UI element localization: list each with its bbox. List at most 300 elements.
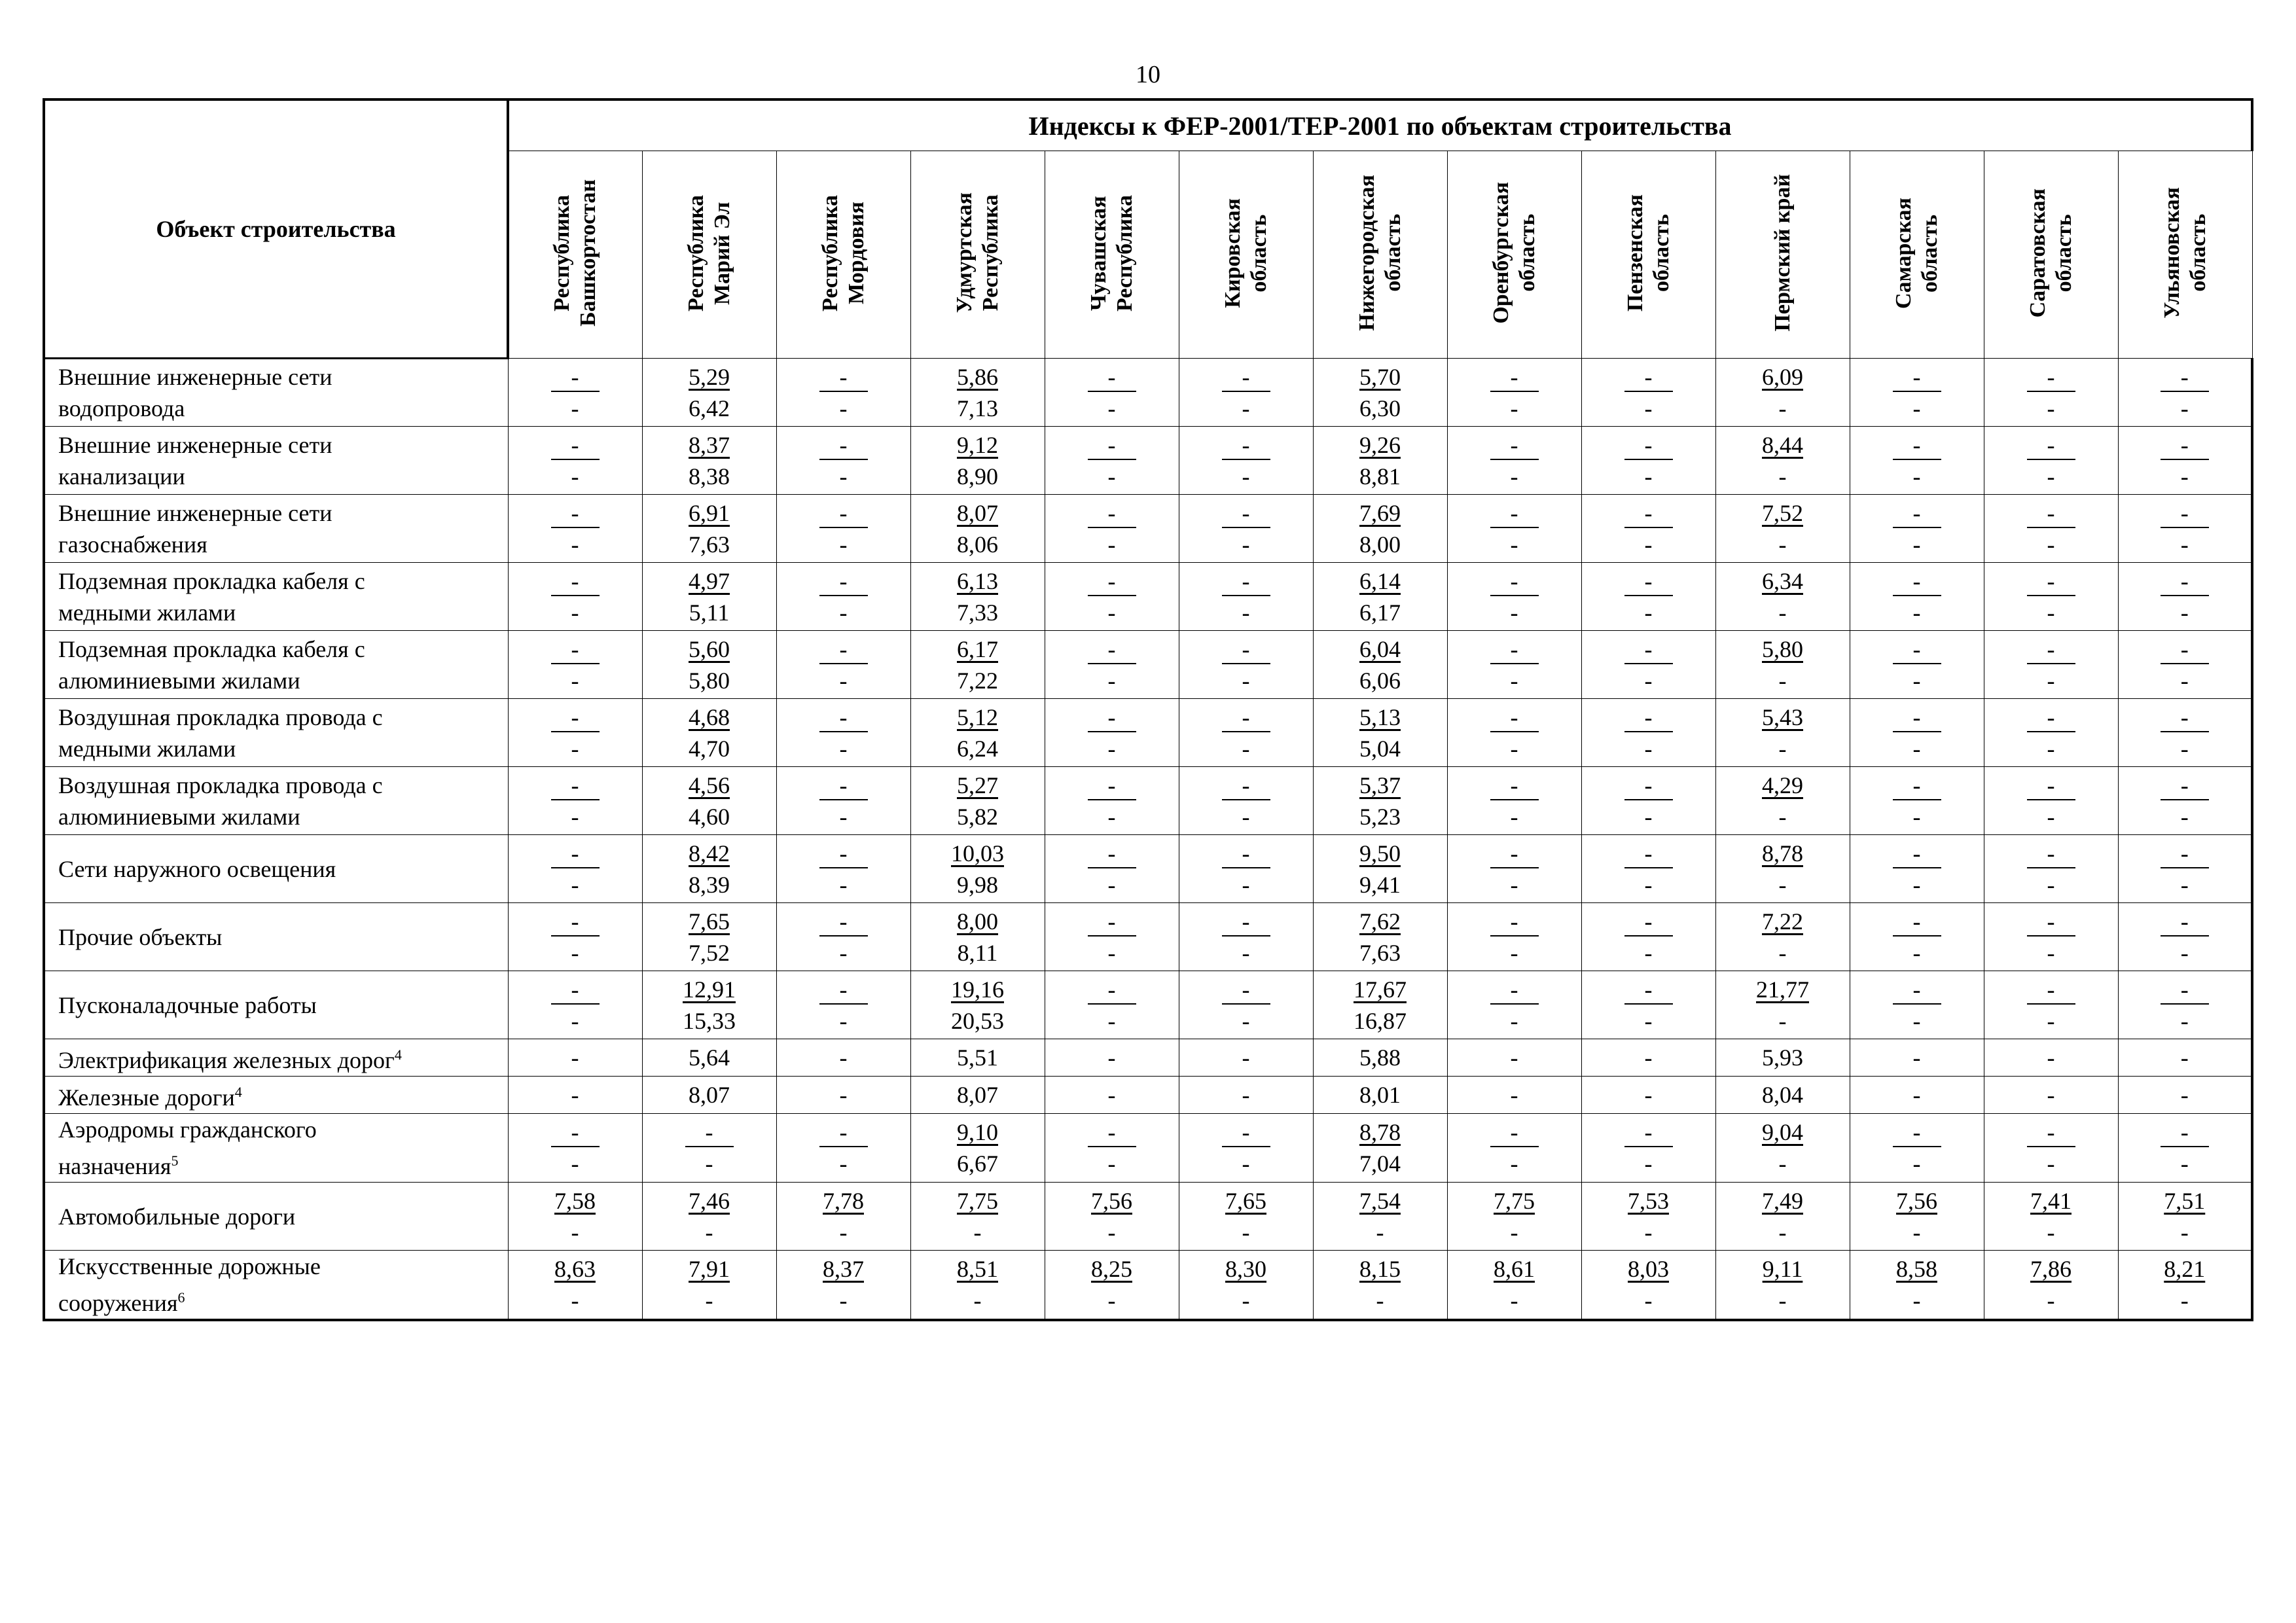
index-value-lower: - [839,667,848,694]
footnote-marker: 5 [171,1152,179,1169]
index-value-upper: - [819,1118,868,1147]
index-value-lower: - [1242,1150,1250,1177]
table-row [44,1251,2252,1321]
index-value-upper: - [1088,499,1136,528]
index-value-lower: - [571,803,579,830]
region-name-line: область [1380,214,1405,292]
index-cell [508,1251,642,1321]
index-cell [642,1039,776,1077]
index-value-lower: 8,00 [1359,531,1401,558]
index-value-upper: 7,58 [554,1187,596,1214]
table-row [44,359,2252,427]
index-value-lower: - [2047,1007,2055,1034]
index-cell [910,903,1045,971]
index-value-upper: - [2161,840,2209,868]
region-name [1623,194,1675,312]
index-cell [2118,1039,2252,1077]
region-name [2159,187,2212,319]
index-value-upper: 7,78 [823,1187,864,1214]
index-value-lower: - [839,599,848,626]
index-value-upper: 6,17 [957,635,998,662]
index-cell [1984,495,2118,563]
index-value-lower: - [571,1007,579,1034]
object-name-line: газоснабжения [58,531,207,558]
index-value-lower: 8,81 [1359,463,1401,490]
index-value-lower: - [1510,1219,1518,1245]
index-value-upper: - [1490,772,1539,800]
object-name-line: назначения [58,1153,171,1179]
index-value-upper: - [551,431,600,460]
index-value-upper: 12,91 [683,976,736,1003]
index-cell [776,835,910,903]
index-cell [1850,427,1984,495]
index-value: 8,07 [689,1082,730,1108]
index-value-lower: - [1912,1219,1921,1245]
index-cell [1179,1183,1313,1251]
index-value-upper: 8,63 [554,1256,596,1282]
index-value: - [1644,1082,1653,1108]
index-value-lower: - [1644,871,1653,898]
index-cell [910,1114,1045,1183]
object-name [44,699,508,767]
index-cell [1850,971,1984,1039]
index-value-upper: 5,70 [1359,363,1401,390]
index-value-upper: - [1088,431,1136,460]
index-value-upper: 7,91 [689,1256,730,1282]
index-value-lower: - [1778,939,1787,966]
index-cell [1179,767,1313,835]
region-name-line: область [2051,214,2076,292]
region-name [1891,198,1943,309]
index-value-lower: - [1107,463,1116,490]
index-value-lower: 5,11 [689,599,730,626]
index-value-lower: - [839,803,848,830]
index-value-lower: - [1510,667,1518,694]
index-value-lower: - [2180,1219,2189,1245]
region-name-line: Саратовская [2025,188,2050,318]
index-cell [1581,1077,1715,1114]
object-name [44,1183,508,1251]
region-name-line: Республика [683,194,708,312]
index-cell [1313,903,1447,971]
region-name-line: область [1917,214,1942,292]
object-name-line: Аэродромы гражданского [58,1116,317,1143]
index-value-lower: - [571,1287,579,1313]
index-cell [1984,1183,2118,1251]
index-value-upper: - [551,908,600,936]
index-value-upper: - [551,976,600,1005]
index-value-upper: - [551,567,600,596]
index-value-lower: - [2047,395,2055,421]
object-name-line: Сети наружного освещения [58,855,336,882]
object-name [44,1114,508,1183]
index-value-lower: - [2180,735,2189,762]
index-cell [1581,1114,1715,1183]
index-value-lower: - [571,463,579,490]
index-value-lower: - [1912,395,1921,421]
index-value-lower: - [705,1287,713,1313]
index-value-upper: - [1490,976,1539,1005]
index-value-upper: 8,78 [1359,1119,1401,1145]
index-cell [1850,359,1984,427]
table-row [44,903,2252,971]
index-value-upper: - [1624,499,1673,528]
index-cell [642,359,776,427]
index-cell [910,971,1045,1039]
index-value-upper: - [2161,772,2209,800]
index-value-lower: - [1912,463,1921,490]
index-value: - [2180,1044,2189,1071]
index-value-lower: - [1376,1287,1384,1313]
object-name-line: Прочие объекты [58,923,223,950]
index-value-upper: 7,65 [1225,1187,1266,1214]
index-cell [508,835,642,903]
index-cell [1447,971,1581,1039]
region-header [508,151,642,359]
index-value-upper: 8,44 [1762,431,1803,458]
object-name-line: канализации [58,463,185,490]
index-cell [1447,699,1581,767]
object-name [44,495,508,563]
index-cell [1179,835,1313,903]
index-cell [1715,1114,1850,1183]
index-cell [508,1039,642,1077]
index-value-upper: 5,29 [689,363,730,390]
index-cell [1179,631,1313,699]
region-header [776,151,910,359]
index-cell [1850,767,1984,835]
index-cell [910,699,1045,767]
index-value-upper: - [819,704,868,732]
region-name-line: область [1515,214,1539,292]
index-cell [1179,1039,1313,1077]
index-value-upper: 9,04 [1762,1119,1803,1145]
index-cell [776,1251,910,1321]
group-header [508,99,2252,151]
table-row [44,1077,2252,1114]
index-cell [776,1114,910,1183]
index-cell [2118,971,2252,1039]
index-cell [1045,1039,1179,1077]
index-value-lower: - [1107,871,1116,898]
index-cell [1581,631,1715,699]
index-value-lower: - [1644,463,1653,490]
index-value-upper: - [1624,908,1673,936]
index-value-upper: 7,53 [1628,1187,1669,1214]
index-value-lower: - [1510,531,1518,558]
index-value-upper: 8,25 [1091,1256,1132,1282]
index-value-lower: - [1242,1007,1250,1034]
index-value-lower: - [1778,1287,1787,1313]
index-cell [642,835,776,903]
index-value-upper: 7,54 [1359,1187,1401,1214]
index-value-lower: 5,80 [689,667,730,694]
index-cell [1850,1077,1984,1114]
index-cell [1447,427,1581,495]
index-value-upper: - [1222,704,1270,732]
index-value-lower: 6,67 [957,1150,998,1177]
object-name-line: Искусственные дорожные [58,1253,321,1279]
footnote-marker: 6 [177,1289,185,1306]
index-cell [910,495,1045,563]
index-value-lower: - [2180,667,2189,694]
table-row [44,835,2252,903]
index-value-lower: - [1242,667,1250,694]
object-name-line: алюминиевыми жилами [58,803,300,830]
index-value-lower: - [2047,531,2055,558]
index-value-upper: - [2027,635,2075,664]
index-cell [1715,631,1850,699]
index-cell [1984,631,2118,699]
index-value-upper: 10,03 [951,840,1004,866]
index-value-lower: - [1510,1007,1518,1034]
index-cell [1850,1039,1984,1077]
index-value-lower: - [1912,871,1921,898]
object-column-label: Объект строительства [156,216,396,242]
index-value: - [1107,1044,1116,1071]
index-cell [2118,1183,2252,1251]
index-cell [1313,1114,1447,1183]
index-value-upper: - [1893,908,1941,936]
index-cell [2118,835,2252,903]
index-cell [1984,1077,2118,1114]
index-cell [1850,495,1984,563]
index-value-lower: - [1242,871,1250,898]
index-value-upper: 4,29 [1762,772,1803,798]
index-value-lower: 9,41 [1359,871,1401,898]
index-value-lower: - [2047,735,2055,762]
index-value-lower: 7,63 [689,531,730,558]
index-value-upper: - [1088,772,1136,800]
index-value-upper: - [1893,635,1941,664]
object-name [44,1077,508,1114]
index-value-upper: - [2027,908,2075,936]
index-cell [1581,1251,1715,1321]
index-cell [642,1183,776,1251]
region-name-line: Пермский край [1770,174,1795,332]
index-value-upper: - [2027,840,2075,868]
index-value: - [1242,1044,1250,1071]
index-value-lower: - [1778,871,1787,898]
index-cell [642,1251,776,1321]
index-value-upper: - [551,499,600,528]
index-value-upper: - [2161,976,2209,1005]
index-value-lower: - [1107,599,1116,626]
table-row [44,971,2252,1039]
object-name [44,971,508,1039]
index-cell [1581,767,1715,835]
index-value-upper: 17,67 [1354,976,1407,1003]
index-value-lower: - [1510,395,1518,421]
index-cell [1447,1251,1581,1321]
index-cell [642,903,776,971]
index-cell [1984,835,2118,903]
index-value-upper: - [819,908,868,936]
object-name-line: Воздушная прокладка провода с [58,772,383,798]
index-value-lower: - [1778,599,1787,626]
index-value-lower: - [1912,939,1921,966]
index-value-lower: - [1912,1287,1921,1313]
region-name-line: Ульяновская [2159,187,2184,319]
index-value: - [1107,1082,1116,1108]
index-value-upper: 6,34 [1762,567,1803,594]
index-value-lower: - [2180,939,2189,966]
object-name-line: Автомобильные дороги [58,1203,296,1230]
index-cell [642,699,776,767]
index-value-upper: 6,13 [957,567,998,594]
index-value-upper: 5,80 [1762,635,1803,662]
index-value-upper: 5,60 [689,635,730,662]
index-value-upper: - [1222,772,1270,800]
object-name-line: Железные дороги [58,1084,235,1111]
index-value-upper: 8,03 [1628,1256,1669,1282]
index-value: - [2180,1082,2189,1108]
index-value: - [1510,1082,1518,1108]
index-value-lower: - [1107,1219,1116,1245]
index-value-lower: - [571,395,579,421]
index-cell [776,1077,910,1114]
index-value-lower: - [2047,939,2055,966]
index-value-lower: - [1376,1219,1384,1245]
index-value-upper: 8,15 [1359,1256,1401,1282]
index-value-lower: - [2180,531,2189,558]
table-row [44,495,2252,563]
index-value-upper: 9,26 [1359,431,1401,458]
index-value-upper: 19,16 [951,976,1004,1003]
index-cell [1581,495,1715,563]
index-cell [1045,495,1179,563]
index-cell [910,631,1045,699]
region-name-line: Пензенская [1623,194,1647,312]
index-value-upper: - [2027,976,2075,1005]
index-value-upper: - [2027,1118,2075,1147]
object-name [44,427,508,495]
index-value-lower: 6,30 [1359,395,1401,421]
index-cell [1045,1077,1179,1114]
index-value-upper: 5,37 [1359,772,1401,798]
index-value-lower: - [1912,1007,1921,1034]
index-value-lower: - [839,1150,848,1177]
table-row [44,1039,2252,1077]
index-value-lower: - [1242,939,1250,966]
index-value-upper: 21,77 [1756,976,1809,1003]
index-value-upper: 8,51 [957,1256,998,1282]
index-value-upper: - [551,772,600,800]
index-cell [2118,1077,2252,1114]
index-cell [1581,427,1715,495]
index-cell [1313,359,1447,427]
index-value-lower: - [1242,735,1250,762]
index-value-lower: - [1242,531,1250,558]
index-value-upper: - [2161,1118,2209,1147]
index-value-lower: - [839,395,848,421]
index-value-lower: 7,63 [1359,939,1401,966]
region-name-line: Чувашская [1086,195,1111,311]
object-name [44,767,508,835]
footnote-marker: 4 [234,1084,242,1100]
index-value-lower: - [1107,395,1116,421]
index-cell [1313,1039,1447,1077]
index-value-upper: 5,27 [957,772,998,798]
index-value-lower: - [1778,803,1787,830]
index-value-lower: - [1242,463,1250,490]
region-name-line: Кировская [1220,198,1245,308]
region-header [1581,151,1715,359]
region-name-line: Республика [550,194,575,312]
index-cell [2118,631,2252,699]
object-name [44,903,508,971]
index-cell [1313,495,1447,563]
index-value-upper: - [1893,1118,1941,1147]
index-value-lower: - [1242,1219,1250,1245]
table-row [44,1114,2252,1183]
index-cell [2118,359,2252,427]
object-name [44,835,508,903]
index-value: - [1242,1082,1250,1108]
index-value-upper: - [2161,499,2209,528]
index-cell [910,1251,1045,1321]
index-value-upper: - [1088,704,1136,732]
index-cell [776,1183,910,1251]
index-cell [1179,427,1313,495]
object-name-line: Пусконаладочные работы [58,991,317,1018]
index-cell [1179,1114,1313,1183]
region-name-line: Республика [978,194,1003,312]
index-cell [508,563,642,631]
index-cell [1984,767,2118,835]
index-value-upper: 8,37 [823,1256,864,1282]
index-value-upper: - [1893,704,1941,732]
region-header [1715,151,1850,359]
index-value-lower: - [2180,1150,2189,1177]
index-cell [1850,1251,1984,1321]
index-value-upper: - [1893,567,1941,596]
index-cell [1447,1039,1581,1077]
index-value-upper: 7,51 [2164,1187,2206,1214]
region-name-line: Республика [817,194,842,312]
table-row [44,767,2252,835]
index-value: - [2047,1082,2055,1108]
index-cell [2118,427,2252,495]
index-value-lower: - [571,1219,579,1245]
index-value-upper: - [1490,499,1539,528]
index-value-lower: - [1510,803,1518,830]
index-value-upper: 5,86 [957,363,998,390]
index-value-upper: 8,42 [689,840,730,866]
index-cell [1715,359,1850,427]
index-value-upper: 9,12 [957,431,998,458]
index-cell [776,427,910,495]
index-value-lower: - [705,1219,713,1245]
region-name-line: Самарская [1891,197,1916,309]
index-value-upper: 9,50 [1359,840,1401,866]
index-cell [642,971,776,1039]
index-value-upper: - [819,840,868,868]
index-value-lower: - [2180,803,2189,830]
index-value-upper: - [2161,363,2209,392]
region-name [2025,188,2077,317]
index-cell [910,767,1045,835]
region-header [1447,151,1581,359]
index-value-lower: - [2047,1287,2055,1313]
index-cell [1045,699,1179,767]
page-number: 10 [1136,61,1160,88]
index-cell [1984,903,2118,971]
index-value-lower: 15,33 [683,1007,736,1034]
index-value: 5,88 [1359,1044,1401,1071]
index-value-lower: - [571,531,579,558]
region-name [1086,195,1138,312]
